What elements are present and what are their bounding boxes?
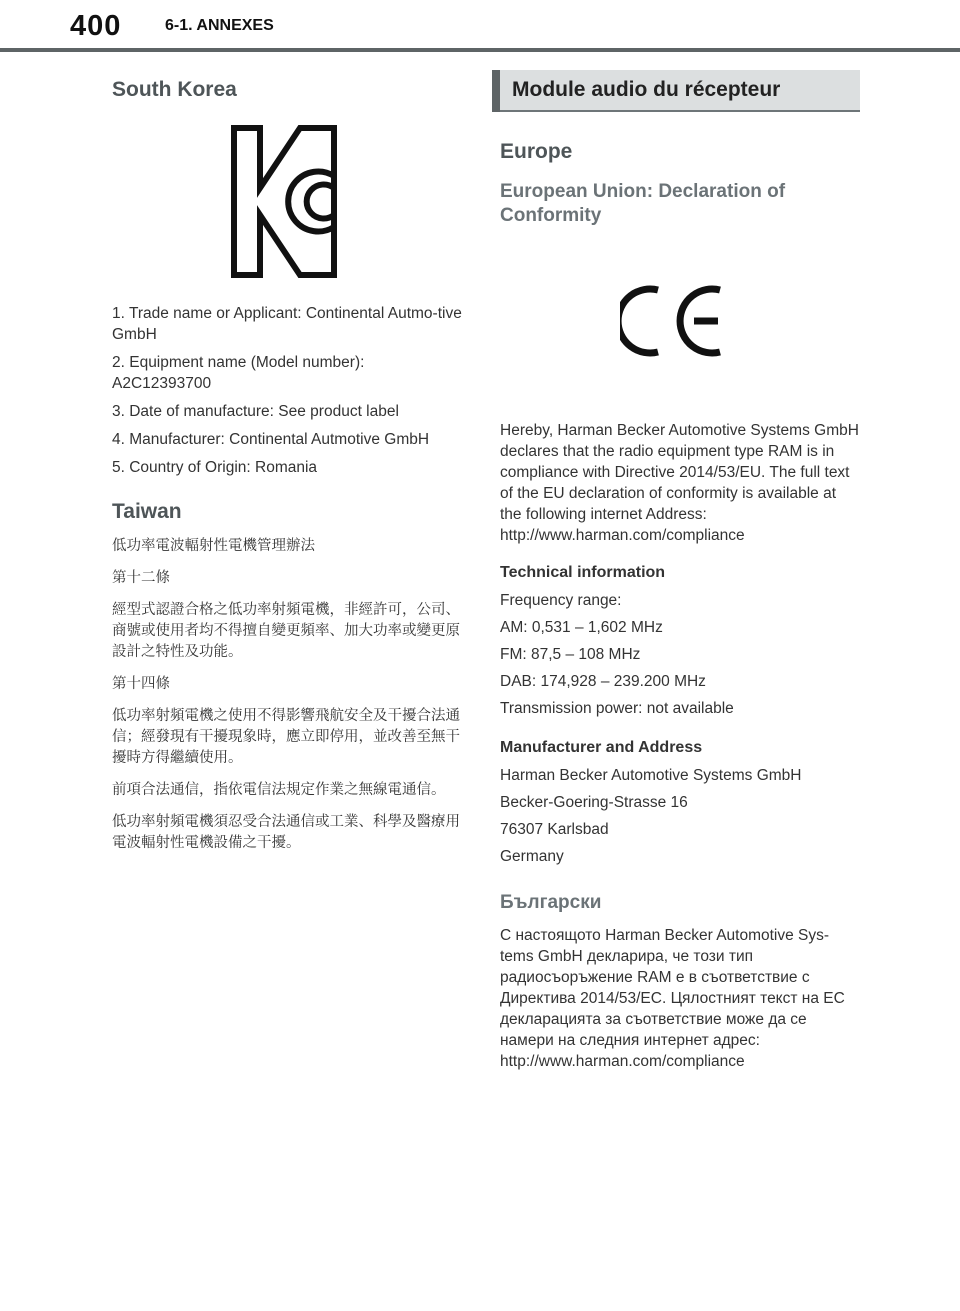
banner-title: Module audio du récepteur	[512, 78, 781, 101]
tech-line-frequency: Frequency range:	[500, 592, 622, 609]
page-number: 400	[70, 10, 122, 42]
south-korea-heading: South Korea	[112, 78, 237, 101]
korea-item-5: 5. Country of Origin: Romania	[112, 459, 318, 476]
taiwan-paragraph-3: 經型式認證合格之低功率射頻電機，非經許可，公司、商號或使用者均不得擅自變更頻率、加大功率或變更原設計之特性及功能。	[112, 602, 460, 660]
taiwan-heading: Taiwan	[112, 500, 182, 523]
right-column	[500, 70, 860, 1078]
left-column	[112, 70, 462, 865]
manufacturer-name: Harman Becker Automotive Systems GmbH	[500, 767, 802, 784]
korea-item-4: 4. Manufacturer: Continental Autmotive GmbH	[112, 431, 430, 448]
korea-item-1: 1. Trade name or Applicant: Continental Autmo-tive GmbH	[112, 305, 462, 343]
chapter-title: 6-1. ANNEXES	[165, 17, 274, 34]
technical-info-heading: Technical information	[500, 564, 666, 581]
section-banner	[500, 70, 860, 112]
manufacturer-city: 76307 Karlsbad	[500, 821, 609, 838]
taiwan-paragraph-7: 低功率射頻電機須忍受合法通信或工業、科學及醫療用電波輻射性電機設備之干擾。	[112, 814, 460, 851]
taiwan-paragraph-5: 低功率射頻電機之使用不得影響飛航安全及干擾合法通信；經發現有干擾現象時，應立即停用，並改善至無干擾時方得繼續使用。	[112, 708, 460, 766]
tech-line-dab: DAB: 174,928 – 239.200 MHz	[500, 673, 706, 690]
manufacturer-heading: Manufacturer and Address	[500, 739, 703, 756]
korea-item-2: 2. Equipment name (Model number): A2C12393700	[112, 354, 365, 392]
tech-line-am: AM: 0,531 – 1,602 MHz	[500, 619, 663, 636]
korea-item-3: 3. Date of manufacture: See product label	[112, 403, 399, 420]
tech-line-fm: FM: 87,5 – 108 MHz	[500, 646, 641, 663]
header-rule	[0, 48, 960, 52]
page-header	[0, 0, 960, 52]
banner-accent-bar	[492, 70, 500, 112]
tech-line-power: Transmission power: not available	[500, 700, 734, 717]
taiwan-paragraph-4: 第十四條	[112, 676, 170, 692]
bulgarian-text: С настоящото Harman Becker Automotive Sys-tems GmbH декларира, че този тип радиосъоръжение RAM е в съответствие с Директива 2014/53/ЕС. Цялостният текст на ЕС декларацията за съответствие може да се намери на следния интернет адрес: http://www.harman.com/compliance	[500, 927, 845, 1070]
manufacturer-street: Becker-Goering-Strasse 16	[500, 794, 688, 811]
manufacturer-country: Germany	[500, 848, 564, 865]
eu-declaration-heading: European Union: Declaration of Conformity	[500, 181, 786, 226]
taiwan-paragraph-6: 前項合法通信，指依電信法規定作業之無線電通信。	[112, 782, 446, 798]
declaration-text: Hereby, Harman Becker Automotive Systems GmbH declares that the radio equipment type RAM is in compliance with Directive 2014/53/EU. The full text of the EU declaration of conformity is available at the following internet Address: http://www.harman.com/compliance	[500, 422, 859, 544]
bulgarian-heading: Български	[500, 892, 602, 913]
taiwan-paragraph-2: 第十二條	[112, 570, 170, 586]
kc-mark-icon	[230, 124, 338, 279]
ce-mark-icon	[620, 284, 724, 358]
europe-heading: Europe	[500, 140, 573, 163]
taiwan-paragraph-1: 低功率電波輻射性電機管理辦法	[112, 538, 315, 554]
